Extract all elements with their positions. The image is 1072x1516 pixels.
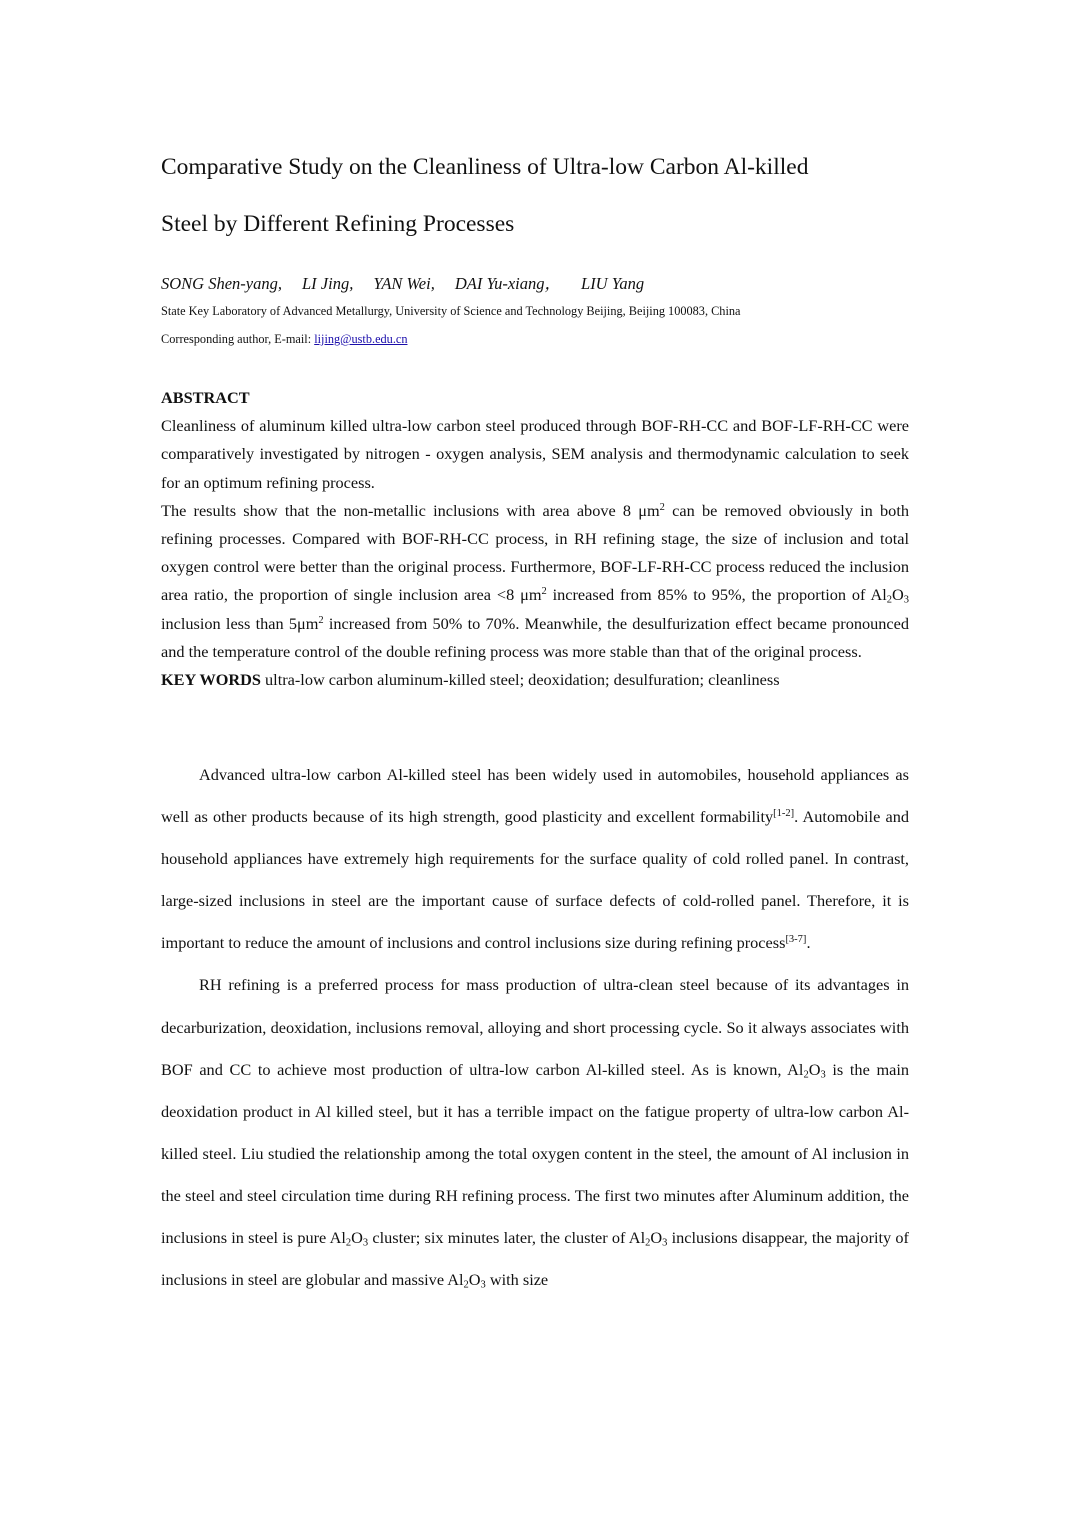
keywords-text: ultra-low carbon aluminum-killed steel; deoxidation; desulfuration; cleanliness <box>260 670 780 690</box>
body-text <box>161 754 909 1301</box>
title-line-2: Steel by Different Refining Processes <box>161 211 515 237</box>
author-4: DAI Yu-xiang， <box>454 274 562 293</box>
affiliation: State Key Laboratory of Advanced Metallurgy, University of Science and Technology Beijing, Beijing 100083, China <box>161 304 741 318</box>
author-1: SONG Shen-yang, <box>161 274 282 293</box>
keywords-label: KEY WORDS <box>161 670 261 690</box>
body-paragraph-2: RH refining is a preferred process for mass production of ultra-clean steel because of its advantages in decarburization, deoxidation, inclusions removal, alloying and short processing cycle. So it always associates with BOF and CC to achieve most production of ultra-low carbon Al-killed steel. As is known, $Al_2O_3$ is the main deoxidation product in Al killed steel, but it has a terrible impact on the fatigue property of ultra-low carbon Al-killed steel. Liu studied the relationship among the total oxygen content in the steel, the amount of Al inclusion in the steel and steel circulation time during RH refining process. The first two minutes after Aluminum addition, the inclusions in steel is pure $Al_2O_3$ cluster; six minutes later, the cluster of $Al_2O_3$ inclusions disappear, the majority of inclusions in steel are globular and massive $Al_2O_3$ with size <box>161 975 910 1291</box>
citation-1-2: [1-2] <box>773 808 795 820</box>
corresponding-author <box>161 330 909 348</box>
keywords <box>161 666 909 694</box>
abstract-heading: ABSTRACT <box>161 388 250 407</box>
author-2: LI Jing, <box>301 274 354 293</box>
abstract-section <box>161 384 909 694</box>
abstract-paragraph-1: Cleanliness of aluminum killed ultra-low carbon steel produced through BOF-RH-CC and BOF-LF-RH-CC were comparatively investigated by nitrogen - oxygen analysis, SEM analysis and thermodynamic calculation to seek for an optimum refining process. <box>161 416 909 492</box>
citation-3-7: [3-7] <box>785 934 807 946</box>
abstract-paragraph-2: The results show that the non-metallic inclusions with area above 8 $\mu m^2$ can be removed obviously in both refining processes. Compared with BOF-RH-CC process, in RH refining stage, the size of inclusion and total oxygen control were better than the original process. Furthermore, BOF-LF-RH-CC process reduced the inclusion area ratio, the proportion of single inclusion area <8 $\mu m^2$ increased from 85% to 95%, the proportion of $Al_2O_3$ inclusion less than $5\mu m^2$ increased from 50% to 70%. Meanwhile, the desulfurization effect became pronounced and the temperature control of the double refining process was more stable than that of the original process. <box>161 500 909 661</box>
email-link[interactable]: lijing@ustb.edu.cn <box>314 332 408 346</box>
author-5: LIU Yang <box>581 274 645 293</box>
title-line-1: Comparative Study on the Cleanliness of Ultra-low Carbon Al-killed <box>161 154 809 180</box>
author-3: YAN Wei, <box>373 274 435 293</box>
corresponding-label: Corresponding author, E-mail: <box>161 332 315 346</box>
paper-title <box>161 139 909 253</box>
author-list <box>161 272 909 296</box>
body-paragraph-1: Advanced ultra-low carbon Al-killed steel has been widely used in automobiles, household appliances as well as other products because of its high strength, good plasticity and excellent formability[1-2]. Automobile and household appliances have extremely high requirements for the surface quality of cold rolled panel. In contrast, large-sized inclusions in steel are the important cause of surface defects of cold-rolled panel. Therefore, it is important to reduce the amount of inclusions and control inclusions size during refining process[3-7]. <box>161 765 909 953</box>
